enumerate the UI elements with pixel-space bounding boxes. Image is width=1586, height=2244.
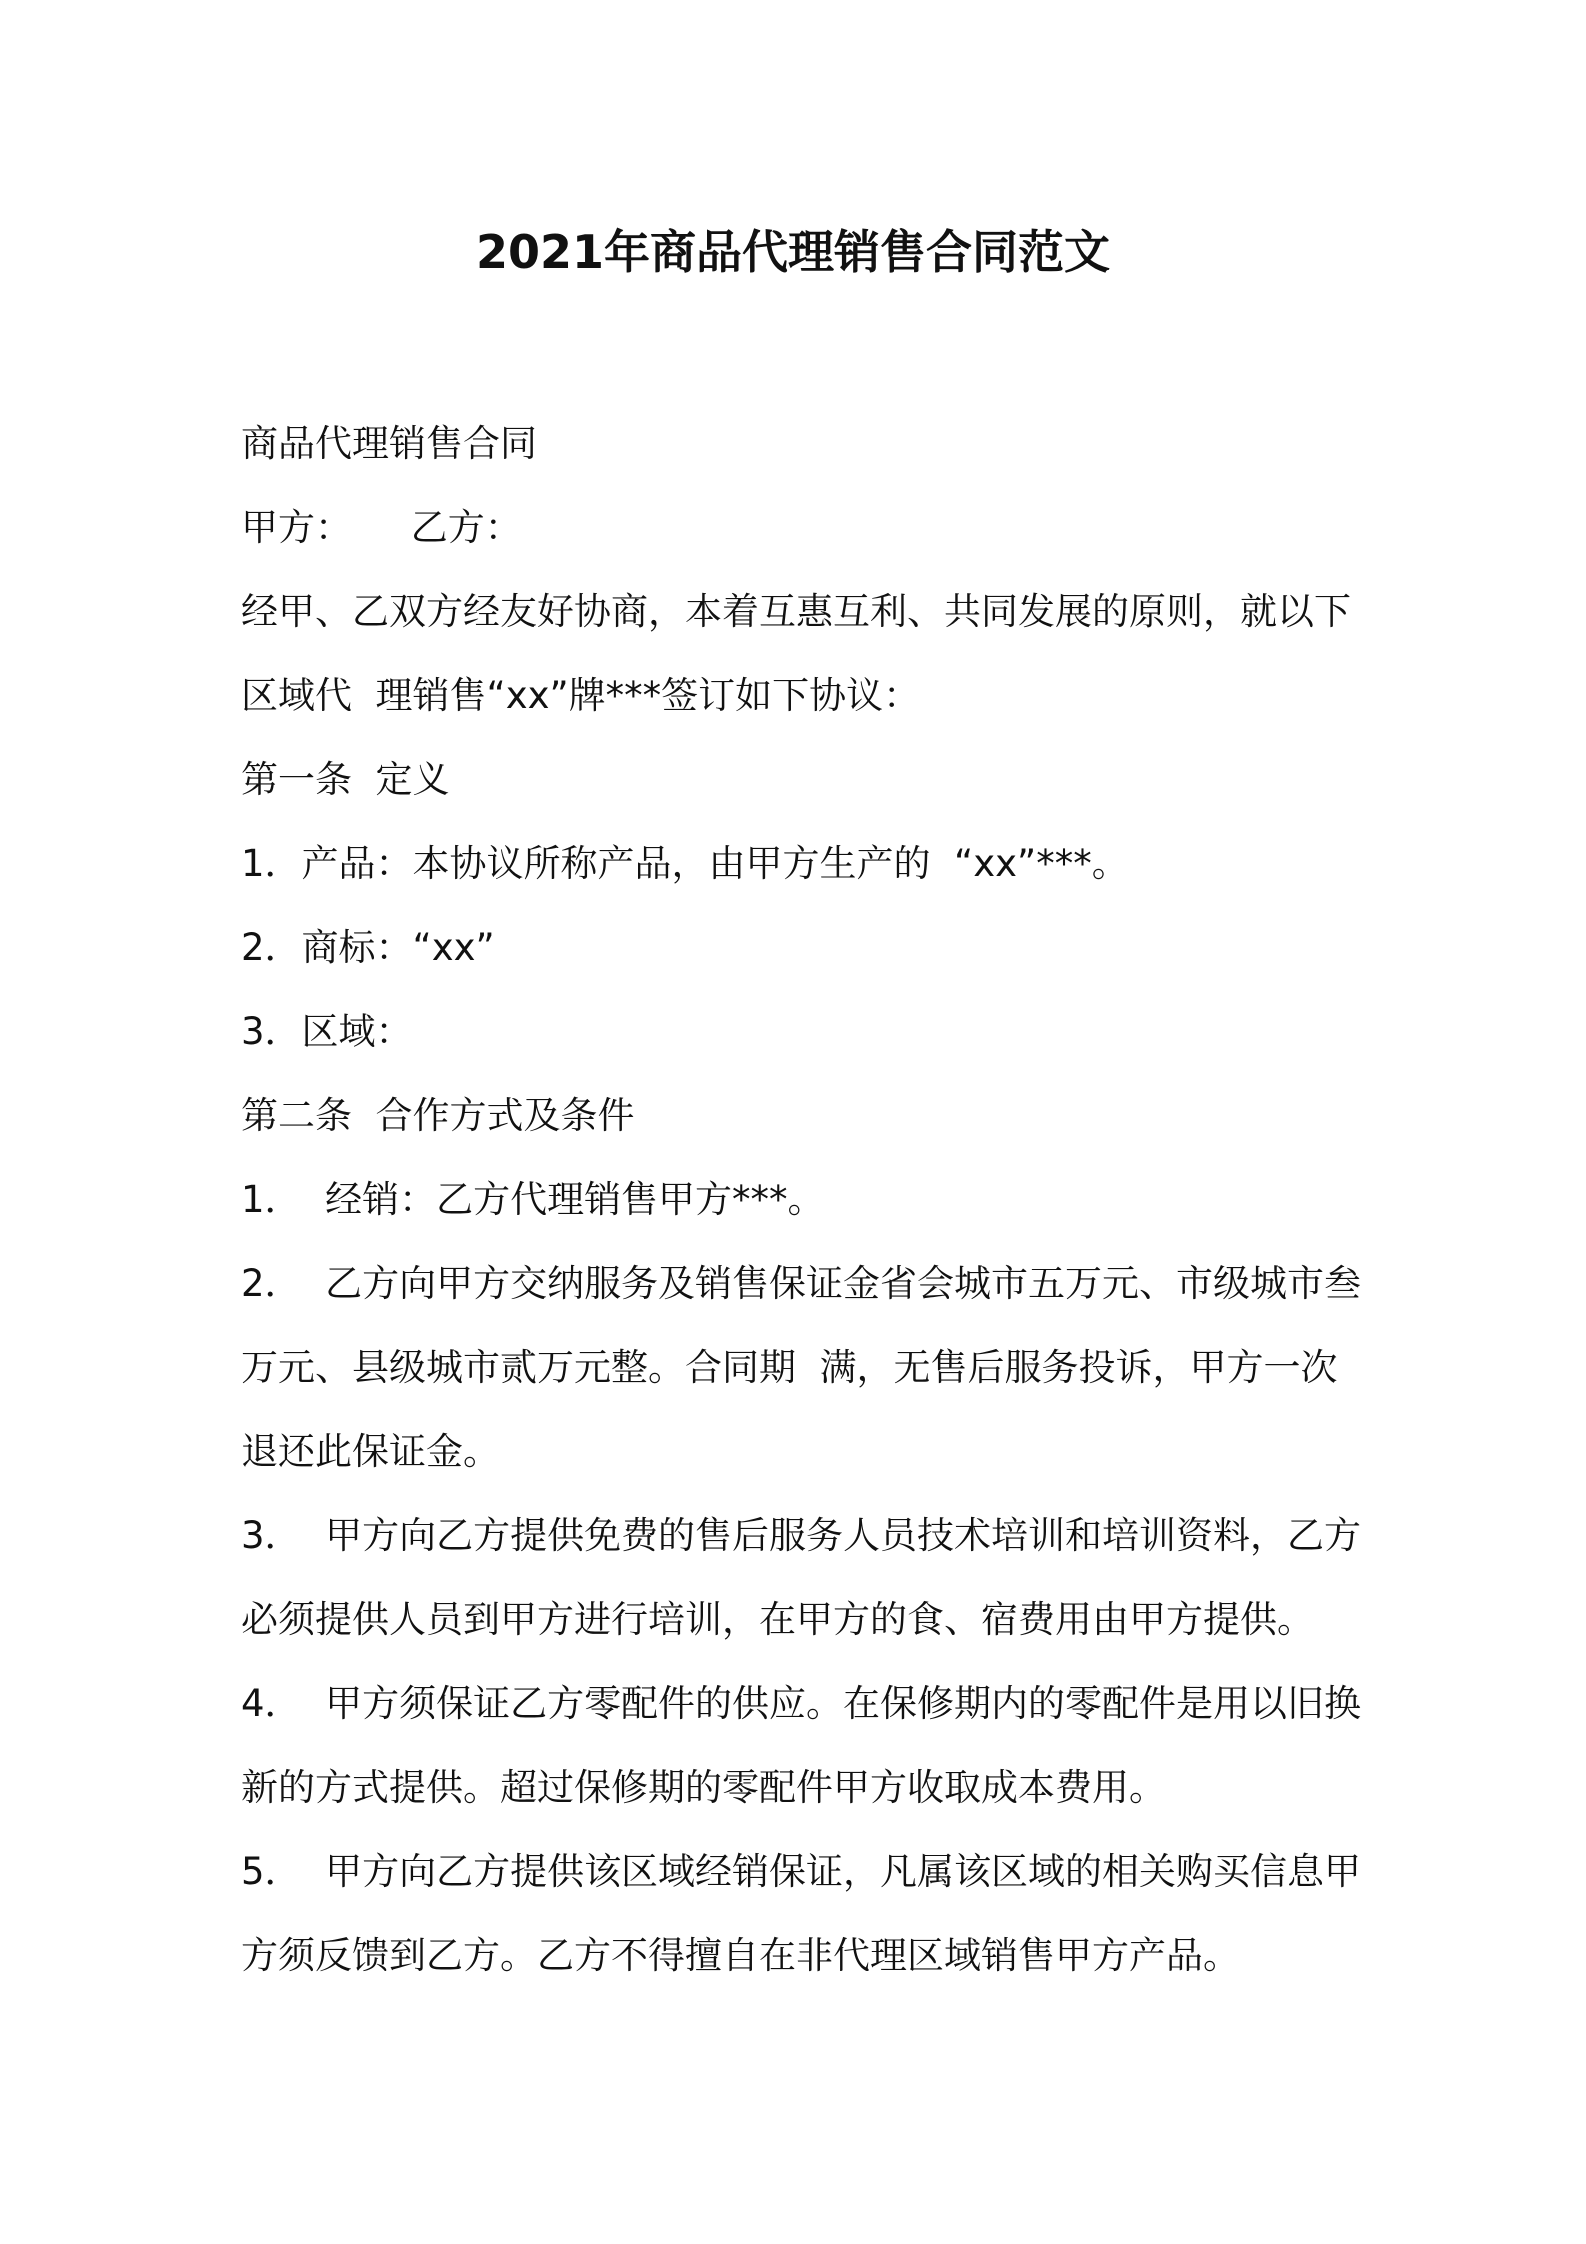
preamble-line-1: 经甲、乙双方经友好协商，本着互惠互利、共同发展的原则，就以下	[241, 590, 1351, 633]
article-1-item-3: 3．区域：	[241, 1010, 413, 1053]
contract-heading: 商品代理销售合同	[241, 422, 537, 465]
article-1-heading: 第一条 定义	[241, 758, 450, 801]
article-2-item-2-line-1: 2． 乙方向甲方交纳服务及销售保证金省会城市五万元、市级城市叁	[241, 1262, 1361, 1305]
article-1-item-2: 2．商标：“xx”	[241, 926, 495, 969]
article-2-item-4-line-2: 新的方式提供。超过保修期的零配件甲方收取成本费用。	[241, 1766, 1166, 1809]
article-2-heading: 第二条 合作方式及条件	[241, 1094, 635, 1137]
article-2-item-2-line-2: 万元、县级城市贰万元整。合同期 满，无售后服务投诉，甲方一次	[241, 1346, 1338, 1389]
article-2-item-3-line-2: 必须提供人员到甲方进行培训，在甲方的食、宿费用由甲方提供。	[241, 1598, 1314, 1641]
article-2-item-3-line-1: 3． 甲方向乙方提供免费的售后服务人员技术培训和培训资料，乙方	[241, 1514, 1361, 1557]
document-body	[241, 402, 1361, 1998]
article-1-item-1: 1．产品：本协议所称产品，由甲方生产的 “xx”***。	[241, 842, 1129, 885]
parties-line: 甲方： 乙方：	[241, 506, 522, 549]
article-2-item-4-line-1: 4． 甲方须保证乙方零配件的供应。在保修期内的零配件是用以旧换	[241, 1682, 1361, 1725]
preamble-line-2: 区域代 理销售“xx”牌***签订如下协议：	[241, 674, 921, 717]
article-2-item-5-line-1: 5． 甲方向乙方提供该区域经销保证，凡属该区域的相关购买信息甲	[241, 1850, 1361, 1893]
document-title: 2021年商品代理销售合同范文	[475, 225, 1111, 279]
article-2-item-5-line-2: 方须反馈到乙方。乙方不得擅自在非代理区域销售甲方产品。	[241, 1934, 1240, 1977]
article-2-item-2-line-3: 退还此保证金。	[241, 1430, 500, 1473]
article-2-item-1: 1． 经销：乙方代理销售甲方***。	[241, 1178, 825, 1221]
